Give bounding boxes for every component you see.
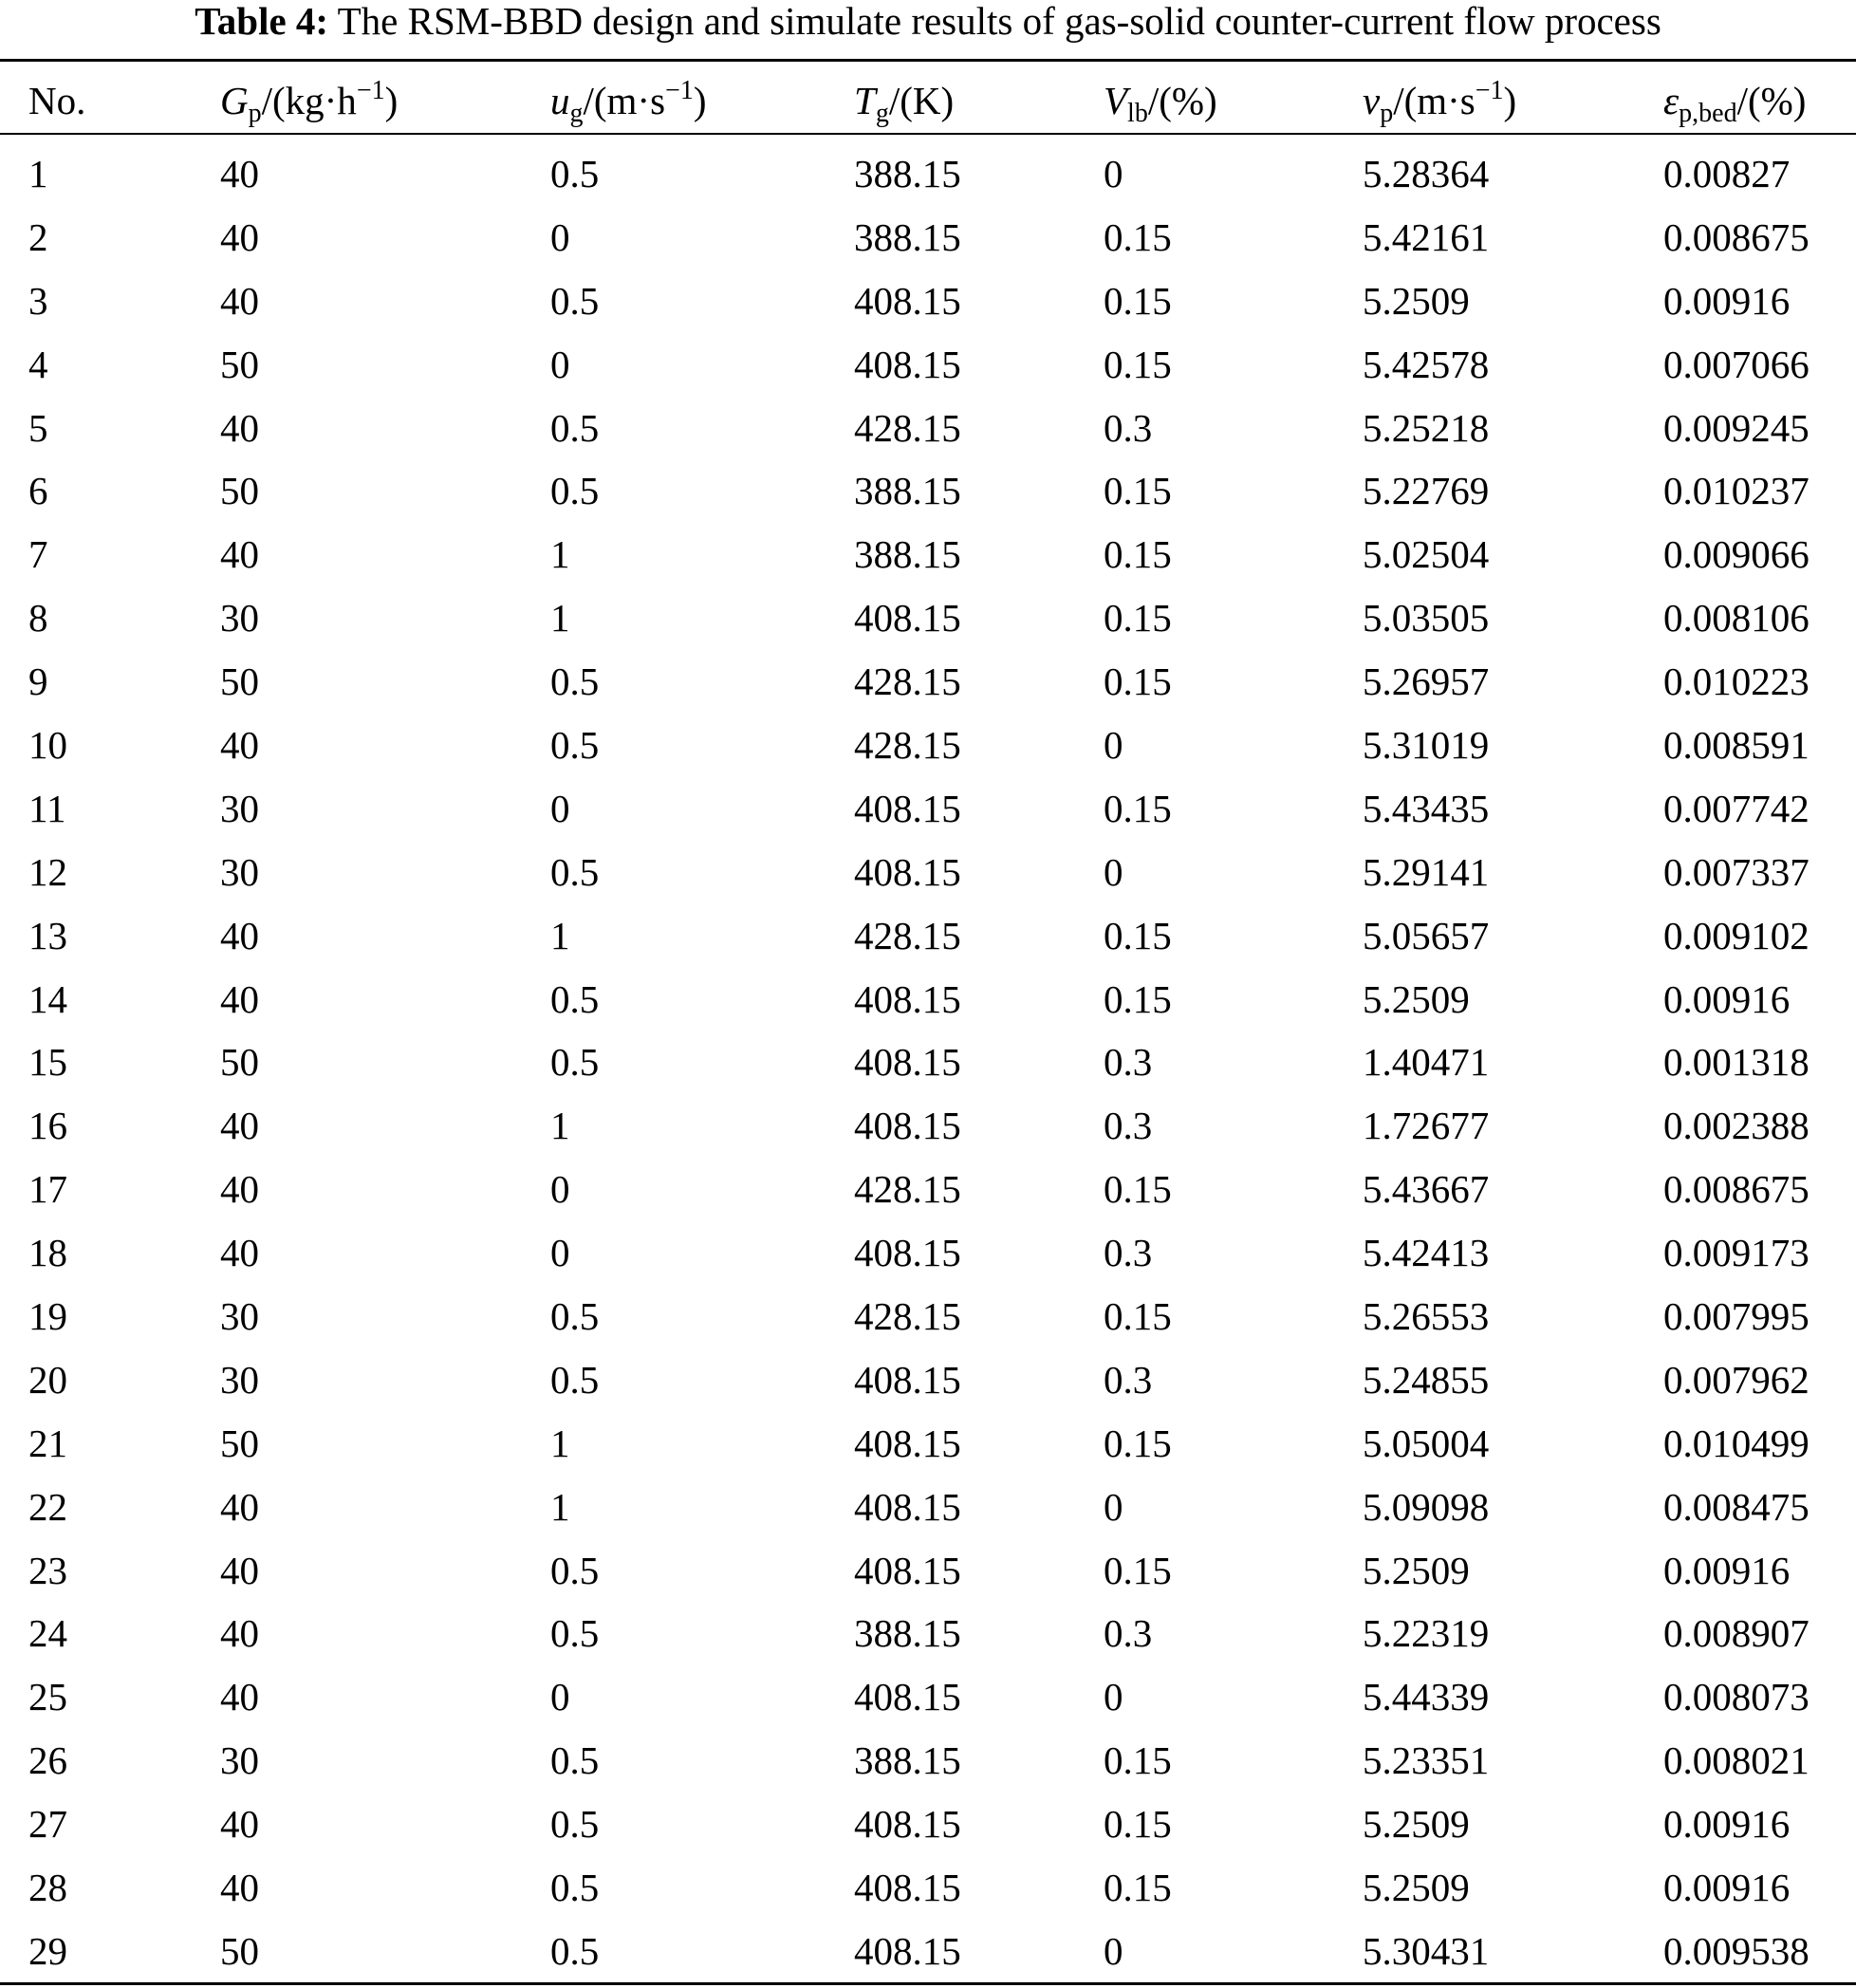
cell-ug: 0 (550, 214, 570, 259)
cell-vp: 5.29141 (1363, 849, 1490, 894)
cell-gp: 40 (220, 152, 259, 195)
header-tg (854, 78, 955, 128)
cell-tg: 408.15 (854, 1675, 961, 1719)
cell-no: 27 (28, 1802, 67, 1847)
table-row (0, 1607, 1856, 1670)
cell-gp: 40 (220, 1104, 259, 1148)
cell-gp: 40 (220, 723, 259, 768)
table-row (0, 1353, 1856, 1417)
cell-no: 12 (28, 849, 67, 894)
cell-no: 29 (28, 1928, 67, 1973)
header-eps-symbol: ε (1663, 79, 1680, 122)
cell-no: 21 (28, 1421, 67, 1465)
cell-no: 1 (28, 152, 48, 195)
table-row (0, 338, 1856, 401)
cell-tg: 428.15 (854, 1167, 961, 1212)
header-ug-symbol: u (550, 79, 570, 122)
header-ug-unit: /(m·s (583, 79, 666, 122)
table-caption (0, 0, 1856, 55)
cell-eps: 0.010237 (1663, 469, 1810, 513)
cell-tg: 428.15 (854, 1294, 961, 1339)
table-row (0, 1734, 1856, 1797)
cell-no: 23 (28, 1548, 67, 1592)
table-label: Table 4: (195, 0, 329, 43)
cell-vlb: 0.3 (1104, 1357, 1153, 1402)
cell-gp: 30 (220, 1357, 259, 1402)
cell-vlb: 0.15 (1104, 1802, 1172, 1847)
cell-gp: 50 (220, 660, 259, 704)
cell-no: 4 (28, 342, 48, 386)
cell-ug: 1 (550, 532, 570, 577)
cell-vp: 1.40471 (1363, 1040, 1490, 1085)
cell-vp: 5.22319 (1363, 1611, 1490, 1656)
cell-eps: 0.008021 (1663, 1738, 1810, 1783)
cell-vp: 5.02504 (1363, 532, 1490, 577)
table-row (0, 1544, 1856, 1607)
cell-ug: 1 (550, 913, 570, 957)
cell-ug: 0 (550, 1167, 570, 1212)
cell-eps: 0.007337 (1663, 849, 1810, 894)
cell-vlb: 0.15 (1104, 278, 1172, 323)
cell-no: 14 (28, 976, 67, 1021)
cell-eps: 0.007066 (1663, 342, 1810, 386)
cell-gp: 40 (220, 913, 259, 957)
cell-vlb: 0.15 (1104, 1738, 1172, 1783)
cell-vp: 5.26957 (1363, 660, 1490, 704)
cell-tg: 408.15 (854, 1040, 961, 1085)
cell-gp: 40 (220, 1675, 259, 1719)
cell-vp: 5.2509 (1363, 1548, 1470, 1592)
table-row (0, 1861, 1856, 1924)
header-ug-exponent: −1 (665, 76, 694, 105)
header-vp-subscript: p (1380, 99, 1394, 128)
header-vp-exponent: −1 (1475, 76, 1504, 105)
cell-gp: 30 (220, 1738, 259, 1783)
cell-vlb: 0 (1104, 1484, 1123, 1529)
cell-vp: 5.43435 (1363, 786, 1490, 830)
cell-gp: 40 (220, 278, 259, 323)
cell-vlb: 0.15 (1104, 976, 1172, 1021)
cell-eps: 0.00916 (1663, 1866, 1791, 1910)
cell-tg: 388.15 (854, 214, 961, 259)
cell-tg: 408.15 (854, 1421, 961, 1465)
table-row (0, 1924, 1856, 1988)
cell-vp: 5.28364 (1363, 152, 1490, 195)
cell-gp: 30 (220, 596, 259, 641)
cell-ug: 0.5 (550, 1548, 600, 1592)
cell-eps: 0.00916 (1663, 976, 1791, 1021)
header-vp (1363, 76, 1517, 128)
table-row (0, 401, 1856, 465)
cell-no: 20 (28, 1357, 67, 1402)
cell-ug: 0 (550, 786, 570, 830)
table-row (0, 211, 1856, 274)
cell-vlb: 0 (1104, 1675, 1123, 1719)
cell-eps: 0.009245 (1663, 405, 1810, 450)
cell-ug: 0.5 (550, 723, 600, 768)
cell-ug: 0.5 (550, 469, 600, 513)
cell-gp: 30 (220, 786, 259, 830)
header-eps-subscript: p,bed (1679, 99, 1737, 128)
cell-vp: 5.05657 (1363, 913, 1490, 957)
table-row (0, 909, 1856, 973)
cell-tg: 388.15 (854, 532, 961, 577)
cell-tg: 408.15 (854, 1928, 961, 1973)
cell-vlb: 0.15 (1104, 596, 1172, 641)
cell-vp: 5.09098 (1363, 1484, 1490, 1529)
cell-tg: 428.15 (854, 913, 961, 957)
cell-gp: 40 (220, 214, 259, 259)
cell-no: 18 (28, 1231, 67, 1275)
cell-ug: 1 (550, 1484, 570, 1529)
cell-gp: 50 (220, 469, 259, 513)
cell-tg: 408.15 (854, 1357, 961, 1402)
cell-no: 22 (28, 1484, 67, 1529)
cell-no: 28 (28, 1866, 67, 1910)
header-vlb (1104, 78, 1217, 128)
header-ug-subscript: g (569, 99, 584, 128)
cell-ug: 0 (550, 1675, 570, 1719)
cell-eps: 0.001318 (1663, 1040, 1810, 1085)
header-vlb-unit: /(%) (1147, 79, 1217, 122)
table-row (0, 718, 1856, 782)
table-row (0, 973, 1856, 1036)
cell-vlb: 0.15 (1104, 342, 1172, 386)
cell-tg: 408.15 (854, 1104, 961, 1148)
header-tg-unit: /(K) (888, 79, 955, 122)
cell-vlb: 0.15 (1104, 1167, 1172, 1212)
cell-vlb: 0.15 (1104, 786, 1172, 830)
cell-tg: 388.15 (854, 469, 961, 513)
cell-tg: 408.15 (854, 278, 961, 323)
cell-eps: 0.008591 (1663, 723, 1810, 768)
cell-vp: 1.72677 (1363, 1104, 1490, 1148)
cell-vlb: 0.15 (1104, 532, 1172, 577)
table-row (0, 845, 1856, 909)
cell-ug: 0.5 (550, 1611, 600, 1656)
cell-tg: 388.15 (854, 152, 961, 195)
cell-no: 3 (28, 278, 48, 323)
cell-vlb: 0 (1104, 723, 1123, 768)
cell-eps: 0.008675 (1663, 1167, 1810, 1212)
cell-vlb: 0.3 (1104, 1040, 1153, 1085)
table-row (0, 528, 1856, 591)
cell-no: 16 (28, 1104, 67, 1148)
cell-ug: 0.5 (550, 849, 600, 894)
cell-no: 24 (28, 1611, 67, 1656)
cell-gp: 40 (220, 1611, 259, 1656)
header-tg-symbol: T (854, 79, 876, 122)
cell-vp: 5.42578 (1363, 342, 1490, 386)
cell-gp: 30 (220, 849, 259, 894)
cell-gp: 40 (220, 1548, 259, 1592)
cell-no: 6 (28, 469, 48, 513)
cell-gp: 40 (220, 1167, 259, 1212)
cell-vlb: 0 (1104, 1928, 1123, 1973)
table-title: The RSM-BBD design and simulate results of gas-solid counter-current flow process (337, 0, 1661, 43)
cell-gp: 50 (220, 1040, 259, 1085)
table-row (0, 655, 1856, 718)
cell-no: 10 (28, 723, 67, 768)
cell-ug: 0.5 (550, 1928, 600, 1973)
cell-eps: 0.008475 (1663, 1484, 1810, 1529)
table-row (0, 1290, 1856, 1353)
header-gp (220, 76, 399, 128)
cell-tg: 408.15 (854, 849, 961, 894)
cell-vlb: 0.3 (1104, 405, 1153, 450)
cell-tg: 408.15 (854, 786, 961, 830)
header-vlb-subscript: lb (1127, 99, 1148, 128)
header-vp-close: ) (1503, 79, 1517, 122)
table-row (0, 147, 1856, 211)
cell-gp: 40 (220, 1484, 259, 1529)
cell-vp: 5.22769 (1363, 469, 1490, 513)
table-row (0, 274, 1856, 338)
cell-vp: 5.23351 (1363, 1738, 1490, 1783)
header-vlb-symbol: V (1104, 79, 1128, 122)
header-gp-subscript: p (248, 99, 262, 128)
header-eps (1663, 78, 1807, 128)
table-row (0, 1797, 1856, 1861)
table-row (0, 1099, 1856, 1162)
cell-vp: 5.05004 (1363, 1421, 1490, 1465)
cell-tg: 408.15 (854, 342, 961, 386)
table-row (0, 1226, 1856, 1290)
cell-vlb: 0 (1104, 152, 1123, 195)
cell-gp: 40 (220, 532, 259, 577)
cell-vp: 5.44339 (1363, 1675, 1490, 1719)
cell-vlb: 0.15 (1104, 1866, 1172, 1910)
cell-vlb: 0.3 (1104, 1611, 1153, 1656)
cell-ug: 0 (550, 1231, 570, 1275)
header-ug-close: ) (693, 79, 707, 122)
cell-vp: 5.2509 (1363, 976, 1470, 1021)
cell-eps: 0.008073 (1663, 1675, 1810, 1719)
cell-no: 13 (28, 913, 67, 957)
cell-eps: 0.007962 (1663, 1357, 1810, 1402)
cell-vp: 5.25218 (1363, 405, 1490, 450)
header-gp-exponent: −1 (356, 76, 385, 105)
header-tg-subscript: g (875, 99, 889, 128)
cell-ug: 0.5 (550, 278, 600, 323)
cell-ug: 1 (550, 1104, 570, 1148)
cell-ug: 0.5 (550, 1866, 600, 1910)
cell-no: 5 (28, 405, 48, 450)
cell-gp: 40 (220, 1231, 259, 1275)
cell-tg: 408.15 (854, 1548, 961, 1592)
cell-no: 26 (28, 1738, 67, 1783)
cell-eps: 0.009173 (1663, 1231, 1810, 1275)
cell-vlb: 0.15 (1104, 1294, 1172, 1339)
cell-ug: 1 (550, 596, 570, 641)
table-row (0, 1035, 1856, 1099)
cell-vlb: 0.15 (1104, 469, 1172, 513)
cell-tg: 408.15 (854, 596, 961, 641)
cell-vlb: 0.3 (1104, 1104, 1153, 1148)
cell-vp: 5.42413 (1363, 1231, 1490, 1275)
cell-vp: 5.2509 (1363, 278, 1470, 323)
cell-eps: 0.00916 (1663, 278, 1791, 323)
table-row (0, 1670, 1856, 1734)
cell-tg: 388.15 (854, 1611, 961, 1656)
cell-eps: 0.002388 (1663, 1104, 1810, 1148)
table-row (0, 591, 1856, 655)
cell-vp: 5.26553 (1363, 1294, 1490, 1339)
table-body (0, 147, 1856, 1979)
cell-tg: 388.15 (854, 1738, 961, 1783)
cell-vp: 5.42161 (1363, 214, 1490, 259)
cell-eps: 0.00827 (1663, 152, 1791, 195)
table-header-rule (0, 133, 1856, 135)
table-row (0, 1480, 1856, 1544)
cell-no: 7 (28, 532, 48, 577)
cell-ug: 0.5 (550, 1357, 600, 1402)
table-row (0, 1162, 1856, 1226)
cell-ug: 0.5 (550, 1738, 600, 1783)
cell-vlb: 0.15 (1104, 1421, 1172, 1465)
cell-no: 25 (28, 1675, 67, 1719)
cell-gp: 40 (220, 1802, 259, 1847)
cell-eps: 0.008106 (1663, 596, 1810, 641)
cell-ug: 0 (550, 342, 570, 386)
cell-gp: 40 (220, 405, 259, 450)
cell-ug: 0.5 (550, 152, 600, 195)
table-row (0, 782, 1856, 845)
cell-ug: 0.5 (550, 660, 600, 704)
table-bottom-rule (0, 1982, 1856, 1985)
cell-vp: 5.24855 (1363, 1357, 1490, 1402)
table-row (0, 464, 1856, 528)
cell-vlb: 0.15 (1104, 214, 1172, 259)
cell-ug: 1 (550, 1421, 570, 1465)
cell-vlb: 0.3 (1104, 1231, 1153, 1275)
cell-ug: 0.5 (550, 1040, 600, 1085)
cell-ug: 0.5 (550, 976, 600, 1021)
cell-gp: 40 (220, 976, 259, 1021)
header-vp-symbol: v (1363, 79, 1381, 122)
header-gp-close: ) (384, 79, 399, 122)
cell-no: 8 (28, 596, 48, 641)
cell-vlb: 0.15 (1104, 660, 1172, 704)
cell-vlb: 0.15 (1104, 913, 1172, 957)
cell-tg: 408.15 (854, 976, 961, 1021)
cell-eps: 0.008907 (1663, 1611, 1810, 1656)
cell-no: 17 (28, 1167, 67, 1212)
cell-ug: 0.5 (550, 1294, 600, 1339)
cell-tg: 428.15 (854, 723, 961, 768)
cell-tg: 408.15 (854, 1484, 961, 1529)
cell-gp: 50 (220, 342, 259, 386)
cell-no: 9 (28, 660, 48, 704)
cell-eps: 0.010499 (1663, 1421, 1810, 1465)
cell-tg: 408.15 (854, 1802, 961, 1847)
cell-vp: 5.30431 (1363, 1928, 1490, 1973)
cell-vlb: 0.15 (1104, 1548, 1172, 1592)
cell-vp: 5.43667 (1363, 1167, 1490, 1212)
cell-tg: 428.15 (854, 660, 961, 704)
cell-ug: 0.5 (550, 405, 600, 450)
header-ug (550, 76, 707, 128)
cell-eps: 0.00916 (1663, 1548, 1791, 1592)
header-gp-symbol: G (220, 79, 249, 122)
table-header-row (0, 61, 1856, 133)
cell-vp: 5.31019 (1363, 723, 1490, 768)
cell-eps: 0.007995 (1663, 1294, 1810, 1339)
cell-no: 2 (28, 214, 48, 259)
cell-vlb: 0 (1104, 849, 1123, 894)
cell-tg: 408.15 (854, 1866, 961, 1910)
cell-gp: 50 (220, 1421, 259, 1465)
cell-eps: 0.009538 (1663, 1928, 1810, 1973)
cell-vp: 5.2509 (1363, 1866, 1470, 1910)
cell-gp: 30 (220, 1294, 259, 1339)
cell-eps: 0.007742 (1663, 786, 1810, 830)
cell-tg: 408.15 (854, 1231, 961, 1275)
cell-eps: 0.010223 (1663, 660, 1810, 704)
header-eps-unit: /(%) (1736, 79, 1807, 122)
cell-eps: 0.009102 (1663, 913, 1810, 957)
cell-vp: 5.03505 (1363, 596, 1490, 641)
cell-no: 15 (28, 1040, 67, 1085)
header-vp-unit: /(m·s (1393, 79, 1476, 122)
header-no: No. (28, 79, 86, 122)
cell-ug: 0.5 (550, 1802, 600, 1847)
cell-vp: 5.2509 (1363, 1802, 1470, 1847)
cell-eps: 0.009066 (1663, 532, 1810, 577)
cell-no: 11 (28, 786, 66, 830)
cell-eps: 0.00916 (1663, 1802, 1791, 1847)
cell-eps: 0.008675 (1663, 214, 1810, 259)
table-row (0, 1417, 1856, 1480)
cell-gp: 40 (220, 1866, 259, 1910)
cell-gp: 50 (220, 1928, 259, 1973)
header-gp-unit: /(kg·h (261, 79, 357, 122)
cell-tg: 428.15 (854, 405, 961, 450)
cell-no: 19 (28, 1294, 67, 1339)
